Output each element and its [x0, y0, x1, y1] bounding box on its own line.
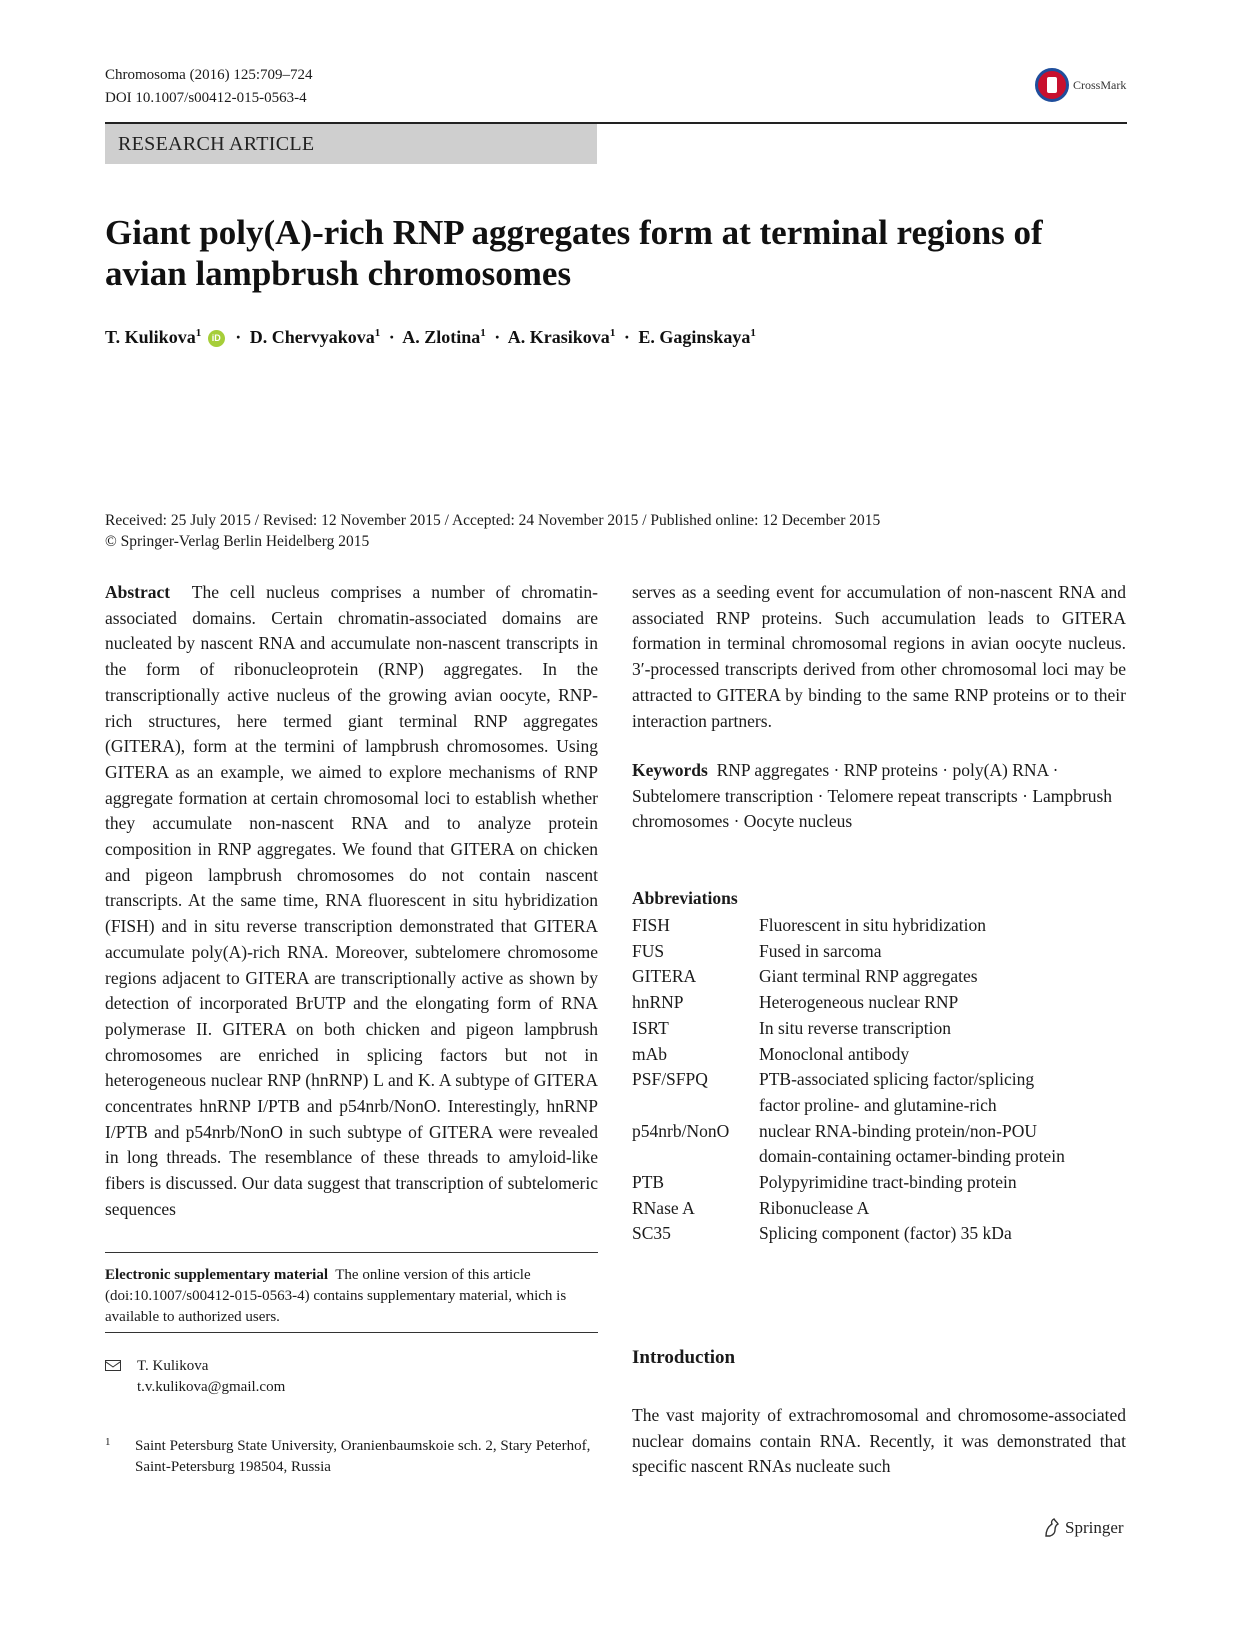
- abbreviation-key: PSF/SFPQ: [632, 1069, 708, 1090]
- publication-history: [105, 510, 880, 552]
- abbreviation-row: [632, 1196, 1126, 1222]
- abstract-column-2: serves as a seeding event for accumulation of non-nascent RNA and associated RNP proteins. Such accumulation leads to GITERA formation in terminal chromosomal regions in avian oocyte nucleus. 3′-processed transcripts derived from other chromosomal loci may be attracted to GITERA by binding to the same RNP proteins or to their interaction partners.: [632, 582, 1126, 731]
- affiliation-text: Saint Petersburg State University, Oranienbaumskoie sch. 2, Stary Peterhof, Saint-Petersburg 198504, Russia: [135, 1438, 591, 1475]
- crossmark-icon: [1035, 68, 1069, 102]
- abbreviation-row: [632, 1119, 1126, 1170]
- abbreviation-value: nuclear RNA-binding protein/non-POU domain-containing octamer-binding protein: [759, 1120, 1065, 1167]
- author-name[interactable]: A. Zlotina: [402, 327, 481, 347]
- springer-horse-icon: [1043, 1518, 1061, 1538]
- esm-rule: [105, 1252, 598, 1253]
- abbreviation-row: [632, 1170, 1126, 1196]
- keywords-label: Keywords: [632, 760, 708, 780]
- abbreviation-row: [632, 1042, 1126, 1068]
- abbreviation-row: [632, 1221, 1126, 1247]
- abbreviation-row: [632, 913, 1126, 939]
- supplementary-note: [105, 1265, 598, 1328]
- author-name[interactable]: A. Krasikova: [507, 327, 610, 347]
- author-affiliation-mark: 1: [609, 327, 616, 339]
- author-separator: ·: [494, 327, 501, 347]
- copyright-line: © Springer-Verlag Berlin Heidelberg 2015: [105, 533, 370, 550]
- affiliation-number: 1: [105, 1436, 111, 1448]
- abstract-text: The cell nucleus comprises a number of chromatin-associated domains. Certain chromatin-associated domains are nucleated by nascent RNA and accumulate non-nascent transcripts in the form of ribonucleoprotein (RNP) aggregates. In the transcriptionally active nucleus of the growing avian oocyte, RNP-rich structures, here termed giant terminal RNP aggregates (GITERA), form at the termini of lampbrush chromosomes. Using GITERA as an example, we aimed to explore mechanisms of RNP aggregate formation at certain chromosomal loci to establish whether they accumulate non-nascent RNA and to analyze protein composition in RNP aggregates. We found that GITERA on chicken and pigeon lampbrush chromosomes do not contain nascent transcripts. At the same time, RNA fluorescent in situ hybridization (FISH) and in situ reverse transcription demonstrated that GITERA accumulate poly(A)-rich RNA. Moreover, subtelomere chromosome regions adjacent to GITERA are transcriptionally active as shown by detection of incorporated BrUTP and the elongating form of RNA polymerase II. GITERA on both chicken and pigeon lampbrush chromosomes are enriched in splicing factors but not in heterogeneous nuclear RNP (hnRNP) L and K. A subtype of GITERA concentrates hnRNP I/PTB and p54nrb/NonO. Interestingly, hnRNP I/PTB and p54nrb/NonO in such subtype of GITERA were revealed in long threads. The resemblance of these threads to amyloid-like fibers is discussed. Our data suggest that transcription of subtelomeric sequences: [105, 582, 598, 1219]
- abbreviation-value: Ribonuclease A: [759, 1197, 870, 1218]
- journal-line: Chromosoma (2016) 125:709–724: [105, 67, 313, 83]
- crossmark-badge[interactable]: [1035, 68, 1126, 102]
- abbreviation-key: p54nrb/NonO: [632, 1120, 730, 1141]
- author-separator: ·: [623, 327, 630, 347]
- abbreviation-value: Polypyrimidine tract-binding protein: [759, 1172, 1017, 1193]
- author-affiliation-mark: 1: [374, 327, 381, 339]
- history-dates: Received: 25 July 2015 / Revised: 12 November 2015 / Accepted: 24 November 2015 / Published online: 12 December 2015: [105, 512, 881, 529]
- contact-rule: [105, 1332, 598, 1333]
- abbreviation-value: Fused in sarcoma: [759, 940, 882, 961]
- abbreviation-row: [632, 990, 1126, 1016]
- author-name[interactable]: T. Kulikova: [105, 327, 196, 347]
- abbreviation-row: [632, 1016, 1126, 1042]
- abbreviation-key: SC35: [632, 1223, 671, 1244]
- abbreviation-value: PTB-associated splicing factor/splicing factor proline- and glutamine-rich: [759, 1069, 1035, 1115]
- abbreviation-key: hnRNP: [632, 992, 684, 1013]
- keywords: [632, 758, 1126, 835]
- abbreviation-value: Monoclonal antibody: [759, 1043, 910, 1064]
- keywords-text: RNP aggregates · RNP proteins · poly(A) RNA · Subtelomere transcription · Telomere repeat transcripts · Lampbrush chromosomes · Oocyte nucleus: [632, 760, 1113, 832]
- abbreviation-row: [632, 939, 1126, 965]
- abbreviation-key: PTB: [632, 1172, 665, 1193]
- envelope-icon: [105, 1360, 121, 1371]
- affiliation: [105, 1436, 598, 1478]
- crossmark-label: CrossMark: [1073, 77, 1127, 92]
- abbreviation-key: RNase A: [632, 1197, 695, 1218]
- doi-line[interactable]: DOI 10.1007/s00412-015-0563-4: [105, 90, 307, 106]
- abbreviation-key: GITERA: [632, 966, 697, 987]
- contact-name: T. Kulikova: [137, 1358, 209, 1374]
- abbreviation-row: [632, 964, 1126, 990]
- abbreviation-value: Heterogeneous nuclear RNP: [759, 992, 959, 1013]
- abbreviation-key: ISRT: [632, 1017, 669, 1038]
- abbreviation-value: Splicing component (factor) 35 kDa: [759, 1223, 1012, 1244]
- abstract-column-1: [105, 580, 598, 1223]
- introduction-text: The vast majority of extrachromosomal and chromosome-associated nuclear domains contain RNA. Recently, it was demonstrated that specific nascent RNAs nucleate such: [632, 1405, 1126, 1477]
- article-title: Giant poly(A)-rich RNP aggregates form at terminal regions of avian lampbrush chromosomes: [105, 213, 1043, 293]
- abstract-label: Abstract: [105, 582, 171, 602]
- author-affiliation-mark: 1: [480, 327, 486, 339]
- abbreviations-title: Abbreviations: [632, 888, 738, 908]
- author-separator: ·: [235, 327, 242, 347]
- abbreviations-list: [632, 913, 1126, 1247]
- article-type-banner: RESEARCH ARTICLE: [105, 124, 597, 164]
- publisher-name: Springer: [1065, 1518, 1124, 1537]
- abbreviation-key: mAb: [632, 1043, 667, 1064]
- author-name[interactable]: E. Gaginskaya: [638, 327, 751, 347]
- esm-text: The online version of this article (doi:10.1007/s00412-015-0563-4) contains supplementary material, which is available to authorized users.: [105, 1267, 567, 1325]
- corresponding-author: [105, 1356, 598, 1398]
- abbreviation-key: FISH: [632, 915, 670, 935]
- author-name[interactable]: D. Chervyakova: [249, 327, 375, 347]
- esm-label: Electronic supplementary material: [105, 1267, 329, 1283]
- abbreviation-row: [632, 1067, 1126, 1118]
- abbreviation-value: In situ reverse transcription: [759, 1017, 951, 1038]
- orcid-icon[interactable]: iD: [208, 330, 225, 347]
- abbreviation-key: FUS: [632, 940, 665, 961]
- author-list: [105, 327, 756, 348]
- journal-citation: [105, 64, 313, 110]
- author-affiliation-mark: 1: [195, 327, 202, 339]
- contact-email[interactable]: t.v.kulikova@gmail.com: [137, 1379, 286, 1395]
- author-affiliation-mark: 1: [750, 327, 756, 339]
- abbreviation-value: Fluorescent in situ hybridization: [759, 915, 986, 935]
- abbreviation-value: Giant terminal RNP aggregates: [759, 966, 978, 987]
- publisher-logo: [1043, 1518, 1124, 1538]
- author-separator: ·: [388, 327, 395, 347]
- section-heading-introduction: Introduction: [632, 1347, 736, 1368]
